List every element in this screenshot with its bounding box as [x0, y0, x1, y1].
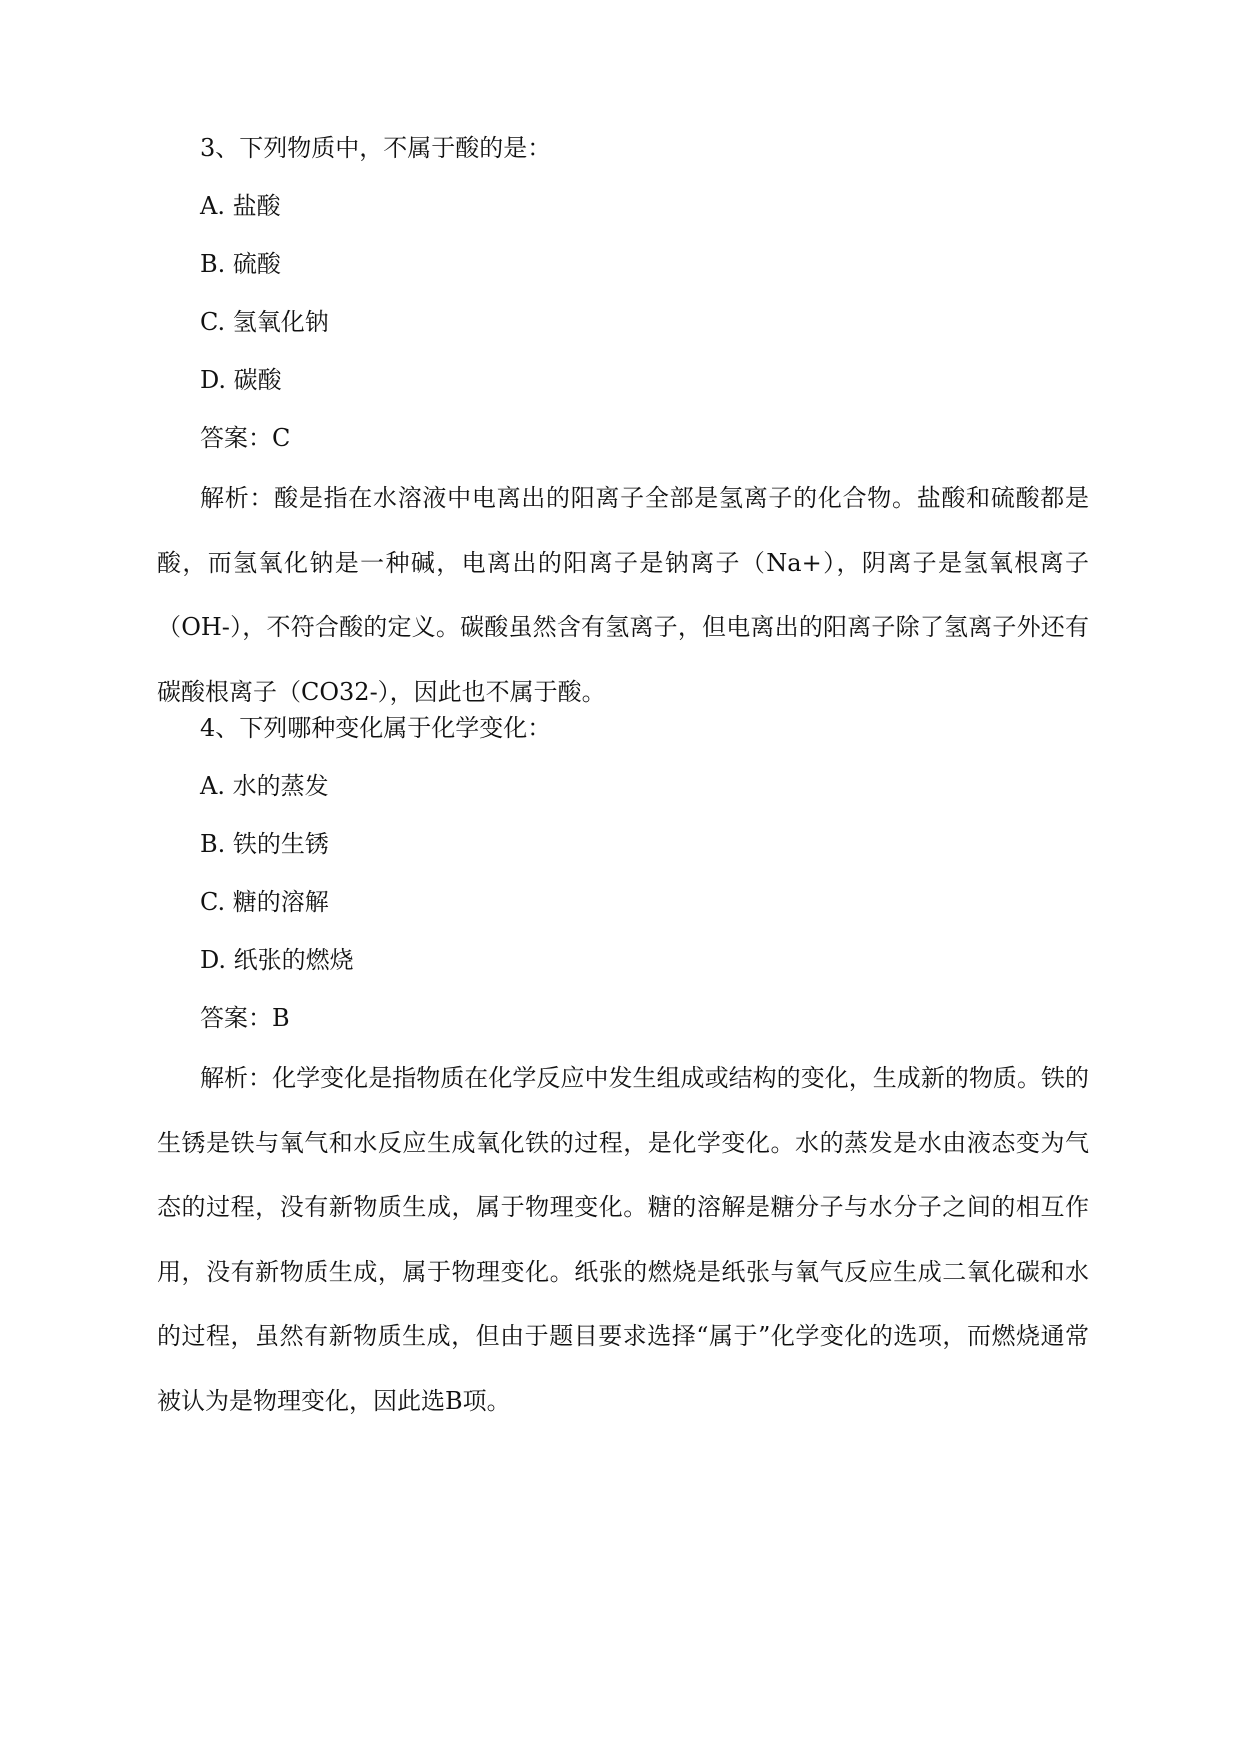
- question-3-stem: 3、下列物质中，不属于酸的是：: [200, 134, 552, 162]
- question-4-stem: 4、下列哪种变化属于化学变化：: [200, 714, 552, 742]
- question-3-option-a: A. 盐酸: [200, 192, 281, 220]
- question-3-analysis: 解析：酸是指在水溶液中电离出的阳离子全部是氢离子的化合物。盐酸和硫酸都是酸，而氢氧化钠是一种碱，电离出的阳离子是钠离子（Na+），阴离子是氢氧根离子（OH-），不符合酸的定义。碳酸虽然含有氢离子，但电离出的阳离子除了氢离子外还有碳酸根离子（CO32-），因此也不属于酸。: [157, 484, 1089, 706]
- question-4-answer: 答案：B: [200, 1004, 290, 1032]
- question-4-option-a: A. 水的蒸发: [200, 772, 329, 800]
- question-4-option-d: D. 纸张的燃烧: [200, 946, 354, 974]
- question-3-answer: 答案：C: [200, 424, 291, 452]
- question-4-option-c: C. 糖的溶解: [200, 888, 329, 916]
- question-3-option-c: C. 氢氧化钠: [200, 308, 329, 336]
- question-3-option-b: B. 硫酸: [200, 250, 281, 278]
- question-3-option-d: D. 碳酸: [200, 366, 282, 394]
- question-4-analysis: 解析：化学变化是指物质在化学反应中发生组成或结构的变化，生成新的物质。铁的生锈是铁与氧气和水反应生成氧化铁的过程，是化学变化。水的蒸发是水由液态变为气态的过程，没有新物质生成，属于物理变化。糖的溶解是糖分子与水分子之间的相互作用，没有新物质生成，属于物理变化。纸张的燃烧是纸张与氧气反应生成二氧化碳和水的过程，虽然有新物质生成，但由于题目要求选择“属于”化学变化的选项，而燃烧通常被认为是物理变化，因此选B项。: [157, 1064, 1089, 1415]
- question-4-option-b: B. 铁的生锈: [200, 830, 329, 858]
